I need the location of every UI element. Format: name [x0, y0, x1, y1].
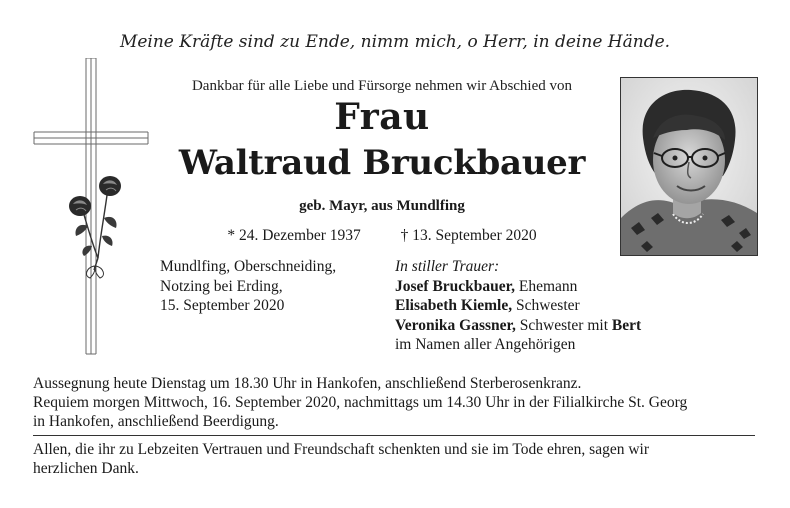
salutation: Frau — [334, 96, 430, 138]
thanks-note — [33, 440, 649, 478]
place-line: Mundlfing, Oberschneiding, — [160, 258, 337, 275]
place-and-date — [160, 257, 336, 316]
cross-with-roses-icon — [30, 58, 150, 358]
mourner-relation: Ehemann — [515, 277, 578, 295]
mourners-closing: im Namen aller Angehörigen — [395, 336, 576, 353]
deceased-name: Waltraud Bruckbauer — [178, 143, 586, 183]
divider — [33, 435, 755, 436]
mourner-entry — [395, 277, 641, 297]
mourner-entry — [395, 296, 641, 316]
death-date: † 13. September 2020 — [400, 227, 537, 244]
service-line: Requiem morgen Mittwoch, 16. September 2020, nachmittags um 14.30 Uhr in der Filialkirche St. Georg — [33, 394, 688, 411]
place-line: 15. September 2020 — [160, 297, 285, 314]
birth-name: geb. Mayr, aus Mundlfing — [299, 198, 465, 214]
motto-quote: Meine Kräfte sind zu Ende, nimm mich, o Herr, in deine Hände. — [119, 32, 671, 52]
service-details — [33, 374, 687, 431]
mourner-name: Elisabeth Kiemle, — [395, 297, 513, 314]
mourner-relation: Schwester mit — [515, 316, 612, 334]
mourner-entry — [395, 316, 641, 336]
service-line: Aussegnung heute Dienstag um 18.30 Uhr in Hankofen, anschließend Sterberosenkranz. — [33, 375, 582, 392]
mourner-extra-name: Bert — [611, 316, 642, 334]
portrait-image — [621, 78, 757, 255]
thanks-line: herzlichen Dank. — [33, 460, 139, 477]
portrait-photo — [620, 77, 758, 256]
mourners-list — [395, 257, 641, 355]
mourner-relation: Schwester — [512, 297, 580, 314]
place-line: Notzing bei Erding, — [160, 277, 283, 295]
mourners-caption: In stiller Trauer: — [395, 258, 500, 275]
mourner-name: Josef Bruckbauer, — [395, 277, 515, 295]
service-line: in Hankofen, anschließend Beerdigung. — [33, 413, 279, 430]
mourner-name: Veronika Gassner, — [395, 316, 516, 334]
life-dates — [152, 227, 612, 245]
intro-line: Dankbar für alle Liebe und Fürsorge nehmen wir Abschied von — [191, 78, 573, 94]
thanks-line: Allen, die ihr zu Lebzeiten Vertrauen und Freundschaft schenkten und sie im Tode ehren, sagen wir — [33, 441, 649, 458]
birth-date: * 24. Dezember 1937 — [227, 227, 361, 244]
